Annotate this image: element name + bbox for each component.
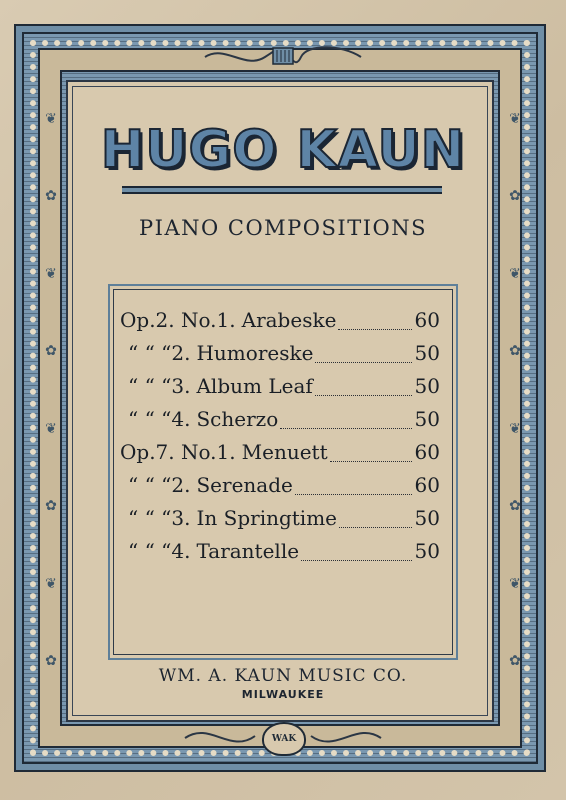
price: 60 <box>414 473 440 497</box>
opus-number: Op.2. No.1. <box>120 308 236 332</box>
right-vine-ornament: ❦ ✿ ❦ ✿ ❦ ✿ ❦ ✿ <box>509 110 521 670</box>
composition-entry <box>120 407 440 437</box>
piece-title: Album Leaf <box>196 374 313 398</box>
composition-entry <box>120 473 440 503</box>
leader-dots <box>315 394 412 396</box>
subtitle: PIANO COMPOSITIONS <box>139 216 427 240</box>
lyre-ornament-top <box>200 44 366 70</box>
piece-title: Humoreske <box>196 341 314 365</box>
leader-dots <box>301 559 412 561</box>
price: 50 <box>414 374 440 398</box>
opus-number: “ “ “2. <box>128 341 191 365</box>
composition-entry <box>120 341 440 371</box>
price: 50 <box>414 539 440 563</box>
composition-entry <box>120 440 440 470</box>
opus-number: “ “ “3. <box>128 374 191 398</box>
opus-number: “ “ “4. <box>128 407 191 431</box>
leader-dots <box>338 328 412 330</box>
piece-title: Scherzo <box>196 407 279 431</box>
opus-number: “ “ “4. <box>128 539 191 563</box>
publisher-name: WM. A. KAUN MUSIC CO. <box>158 666 408 686</box>
piece-title: Menuett <box>241 440 328 464</box>
opus-number: “ “ “2. <box>128 473 191 497</box>
piece-title: Arabeske <box>241 308 337 332</box>
leader-dots <box>315 361 412 363</box>
opus-number: “ “ “3. <box>128 506 191 530</box>
publisher-monogram: WAK <box>262 722 306 756</box>
price: 60 <box>414 440 440 464</box>
composition-entry <box>120 539 440 569</box>
price: 50 <box>414 506 440 530</box>
leader-dots <box>330 460 412 462</box>
leader-dots <box>295 493 412 495</box>
piece-title: Tarantelle <box>196 539 300 563</box>
left-vine-ornament: ❦ ✿ ❦ ✿ ❦ ✿ ❦ ✿ <box>45 110 57 670</box>
leader-dots <box>280 427 412 429</box>
piece-title: Serenade <box>196 473 293 497</box>
composition-entry <box>120 374 440 404</box>
composition-entry <box>120 308 440 338</box>
composer-name: HUGO KAUN <box>100 120 466 180</box>
price: 50 <box>414 407 440 431</box>
leader-dots <box>339 526 412 528</box>
publisher-city: MILWAUKEE <box>241 688 325 701</box>
price: 50 <box>414 341 440 365</box>
price: 60 <box>414 308 440 332</box>
opus-number: Op.7. No.1. <box>120 440 236 464</box>
composition-entry <box>120 506 440 536</box>
piece-title: In Springtime <box>196 506 338 530</box>
title-underline <box>122 186 442 194</box>
